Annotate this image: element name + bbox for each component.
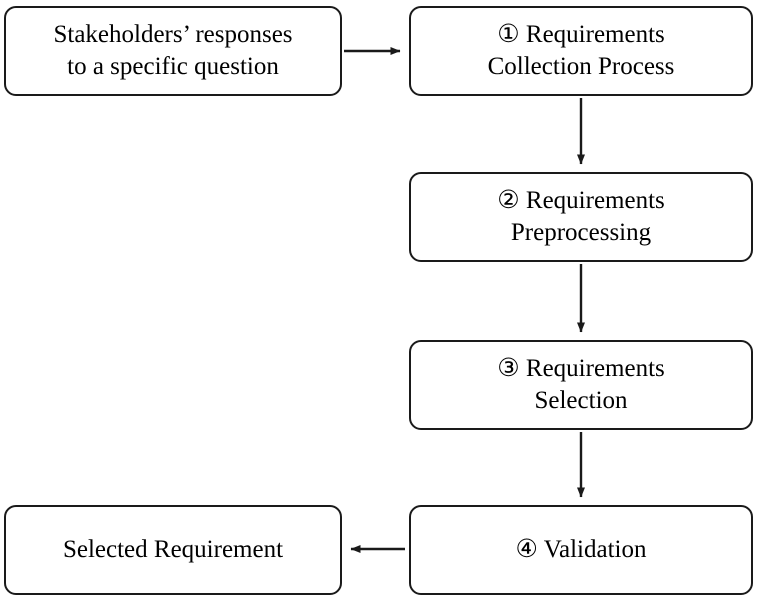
node-selected-line1: Selected Requirement [62, 536, 284, 563]
node-stakeholders-line2: to a specific question [67, 53, 279, 80]
node-selection-line1: ③ Requirements [497, 355, 665, 382]
node-collection-line1: ① Requirements [497, 21, 665, 48]
node-selected-requirement [4, 505, 342, 595]
node-requirements-collection-process [409, 6, 753, 96]
node-requirements-preprocessing [409, 172, 753, 262]
node-collection-line2: Collection Process [487, 53, 675, 80]
node-validation-line1: ④ Validation [515, 536, 647, 563]
node-validation [409, 505, 753, 595]
node-stakeholders-responses [4, 6, 342, 96]
node-preprocessing-line1: ② Requirements [497, 187, 665, 214]
node-selection-line2: Selection [534, 387, 628, 414]
node-stakeholders-line1: Stakeholders’ responses [53, 21, 293, 48]
node-preprocessing-line2: Preprocessing [510, 219, 652, 246]
node-requirements-selection [409, 340, 753, 430]
